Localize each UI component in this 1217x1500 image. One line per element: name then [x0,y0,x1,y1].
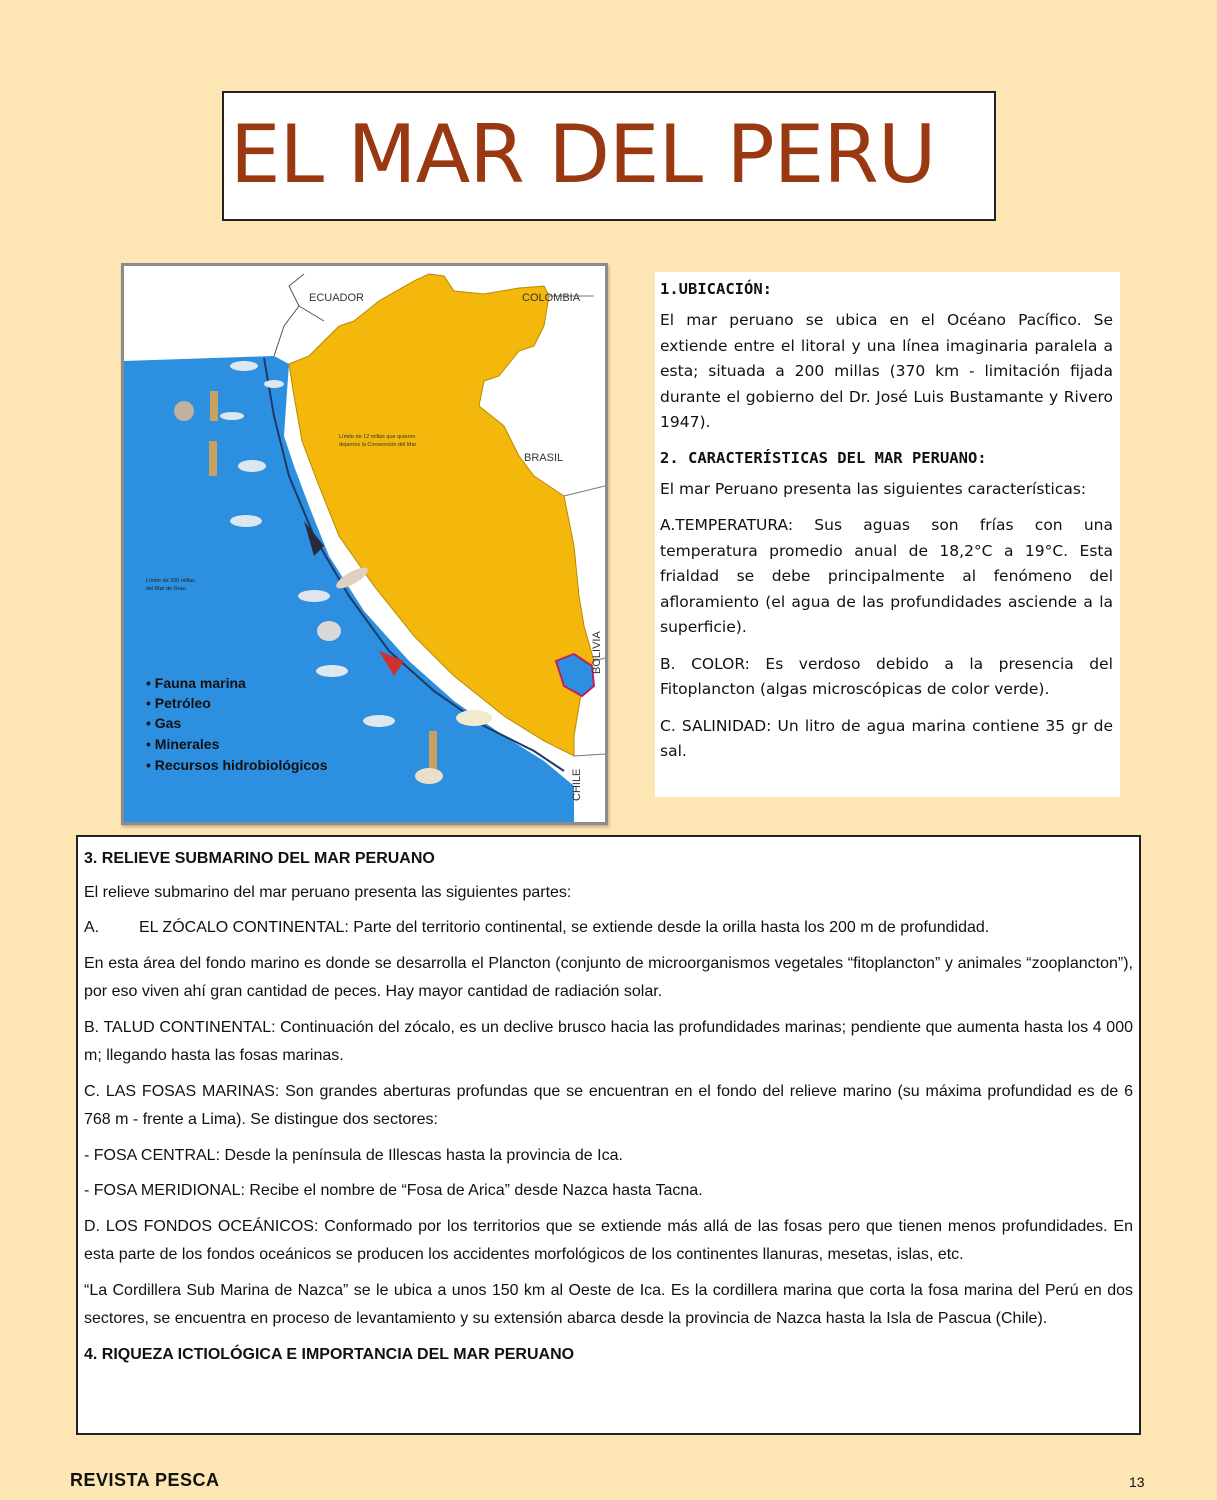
paragraph-color: B. COLOR: Es verdoso debido a la presencia del Fitoplancton (algas microscópicas de color verde). [660,654,1113,698]
paragraph-salinidad: C. SALINIDAD: Un litro de agua marina contiene 35 gr de sal. [660,716,1113,760]
paragraph-zocalo-detail: En esta área del fondo marino es donde se desarrolla el Plancton (conjunto de microorganismos vegetales “fitoplancton” y animales “zooplancton”), por eso viven ahí gran cantidad de peces. Hay mayor cantidad de radiación solar. [84,954,1133,1000]
section-heading-riqueza: 4. RIQUEZA ICTIOLÓGICA E IMPORTANCIA DEL MAR PERUANO [84,1345,575,1363]
magazine-name: REVISTA PESCA [70,1470,220,1490]
legend-item: • Gas [146,715,182,731]
label-colombia: COLOMBIA [522,292,581,304]
page-title: EL MAR DEL PERU [230,108,936,201]
item-zocalo [84,914,1133,943]
paragraph-temperatura: A.TEMPERATURA: Sus aguas son frías con una temperatura promedio anual de 18,2°C a 19°C. Esta frialdad se debe principalmente al fenómeno del afloramiento (el agua de las profundidades asciende a la superficie). [660,516,1113,636]
page-number: 13 [1129,1474,1145,1490]
info-box [655,272,1120,797]
item-a-text: EL ZÓCALO CONTINENTAL: Parte del territorio continental, se extiende desde la orilla hasta los 200 m de profundidad. [139,919,990,936]
label-bolivia: BOLIVIA [591,631,603,674]
paragraph-caracteristicas-intro: El mar Peruano presenta las siguientes características: [660,479,1087,498]
legend-item: • Petróleo [146,695,211,711]
label-limit200-1: Límite de 200 millas [146,578,195,584]
label-chile: CHILE [571,768,583,801]
legend-item: • Recursos hidrobiológicos [146,757,328,773]
section-heading-ubicacion: 1.UBICACIÓN: [660,280,772,298]
section-heading-relieve: 3. RELIEVE SUBMARINO DEL MAR PERUANO [84,850,435,867]
title-box [222,91,996,221]
paragraph-talud: B. TALUD CONTINENTAL: Continuación del zócalo, es un declive brusco hacia las profundidades marinas; pendiente que aumenta hasta los 4 000 m; llegando hasta las fosas marinas. [84,1018,1133,1064]
paragraph-fondos: D. LOS FONDOS OCEÁNICOS: Conformado por los territorios que se extiende más allá de las fosas pero que tienen menos profundidades. En esta parte de los fondos oceánicos se producen los accidentes morfológicos de los continentes llanuras, mesetas, islas, etc. [84,1217,1133,1263]
paragraph-fosa-meridional: - FOSA MERIDIONAL: Recibe el nombre de “Fosa de Arica” desde Nazca hasta Tacna. [84,1182,703,1199]
label-limit200-2: del Mar de Grau [146,586,186,592]
paragraph-fosa-central: - FOSA CENTRAL: Desde la península de Illescas hasta la provincia de Ica. [84,1146,623,1164]
section-heading-caracteristicas: 2. CARACTERÍSTICAS DEL MAR PERUANO: [660,448,987,467]
label-brasil: BRASIL [524,452,564,464]
paragraph-fosas: C. LAS FOSAS MARINAS: Son grandes aberturas profundas que se encuentran en el fondo del relieve marino (su máxima profundidad es de 6 768 m - frente a Lima). Se distingue dos sectores: [84,1082,1133,1128]
item-a-label: A. [84,919,100,936]
peru-sea-map [121,263,608,825]
paragraph-relieve-intro: El relieve submarino del mar peruano presenta las siguientes partes: [84,883,572,901]
label-ecuador: ECUADOR [309,292,365,304]
map-svg [124,266,605,822]
paragraph-ubicacion: El mar peruano se ubica en el Océano Pacífico. Se extiende entre el litoral y una línea imaginaria paralela a esta; situada a 200 millas (370 km - limitación fijada durante el gobierno del Dr. José Luis Bustamante y Rivero 1947). [660,311,1113,431]
label-limit12-1: Límite de 12 millas que quieren [339,434,416,440]
relief-box [76,835,1141,1435]
legend-item: • Fauna marina [146,675,246,691]
label-limit12-2: dejarnos la Convención del Mar [339,442,417,448]
legend-item: • Minerales [146,736,220,752]
paragraph-nazca: “La Cordillera Sub Marina de Nazca” se le ubica a unos 150 km al Oeste de Ica. Es la cordillera marina que corta la fosa marina del Perú en dos sectores, se encuentra en proceso de levantamiento y su extensión abarca desde la provincia de Nazca hasta la Isla de Pascua (Chile). [84,1281,1133,1327]
